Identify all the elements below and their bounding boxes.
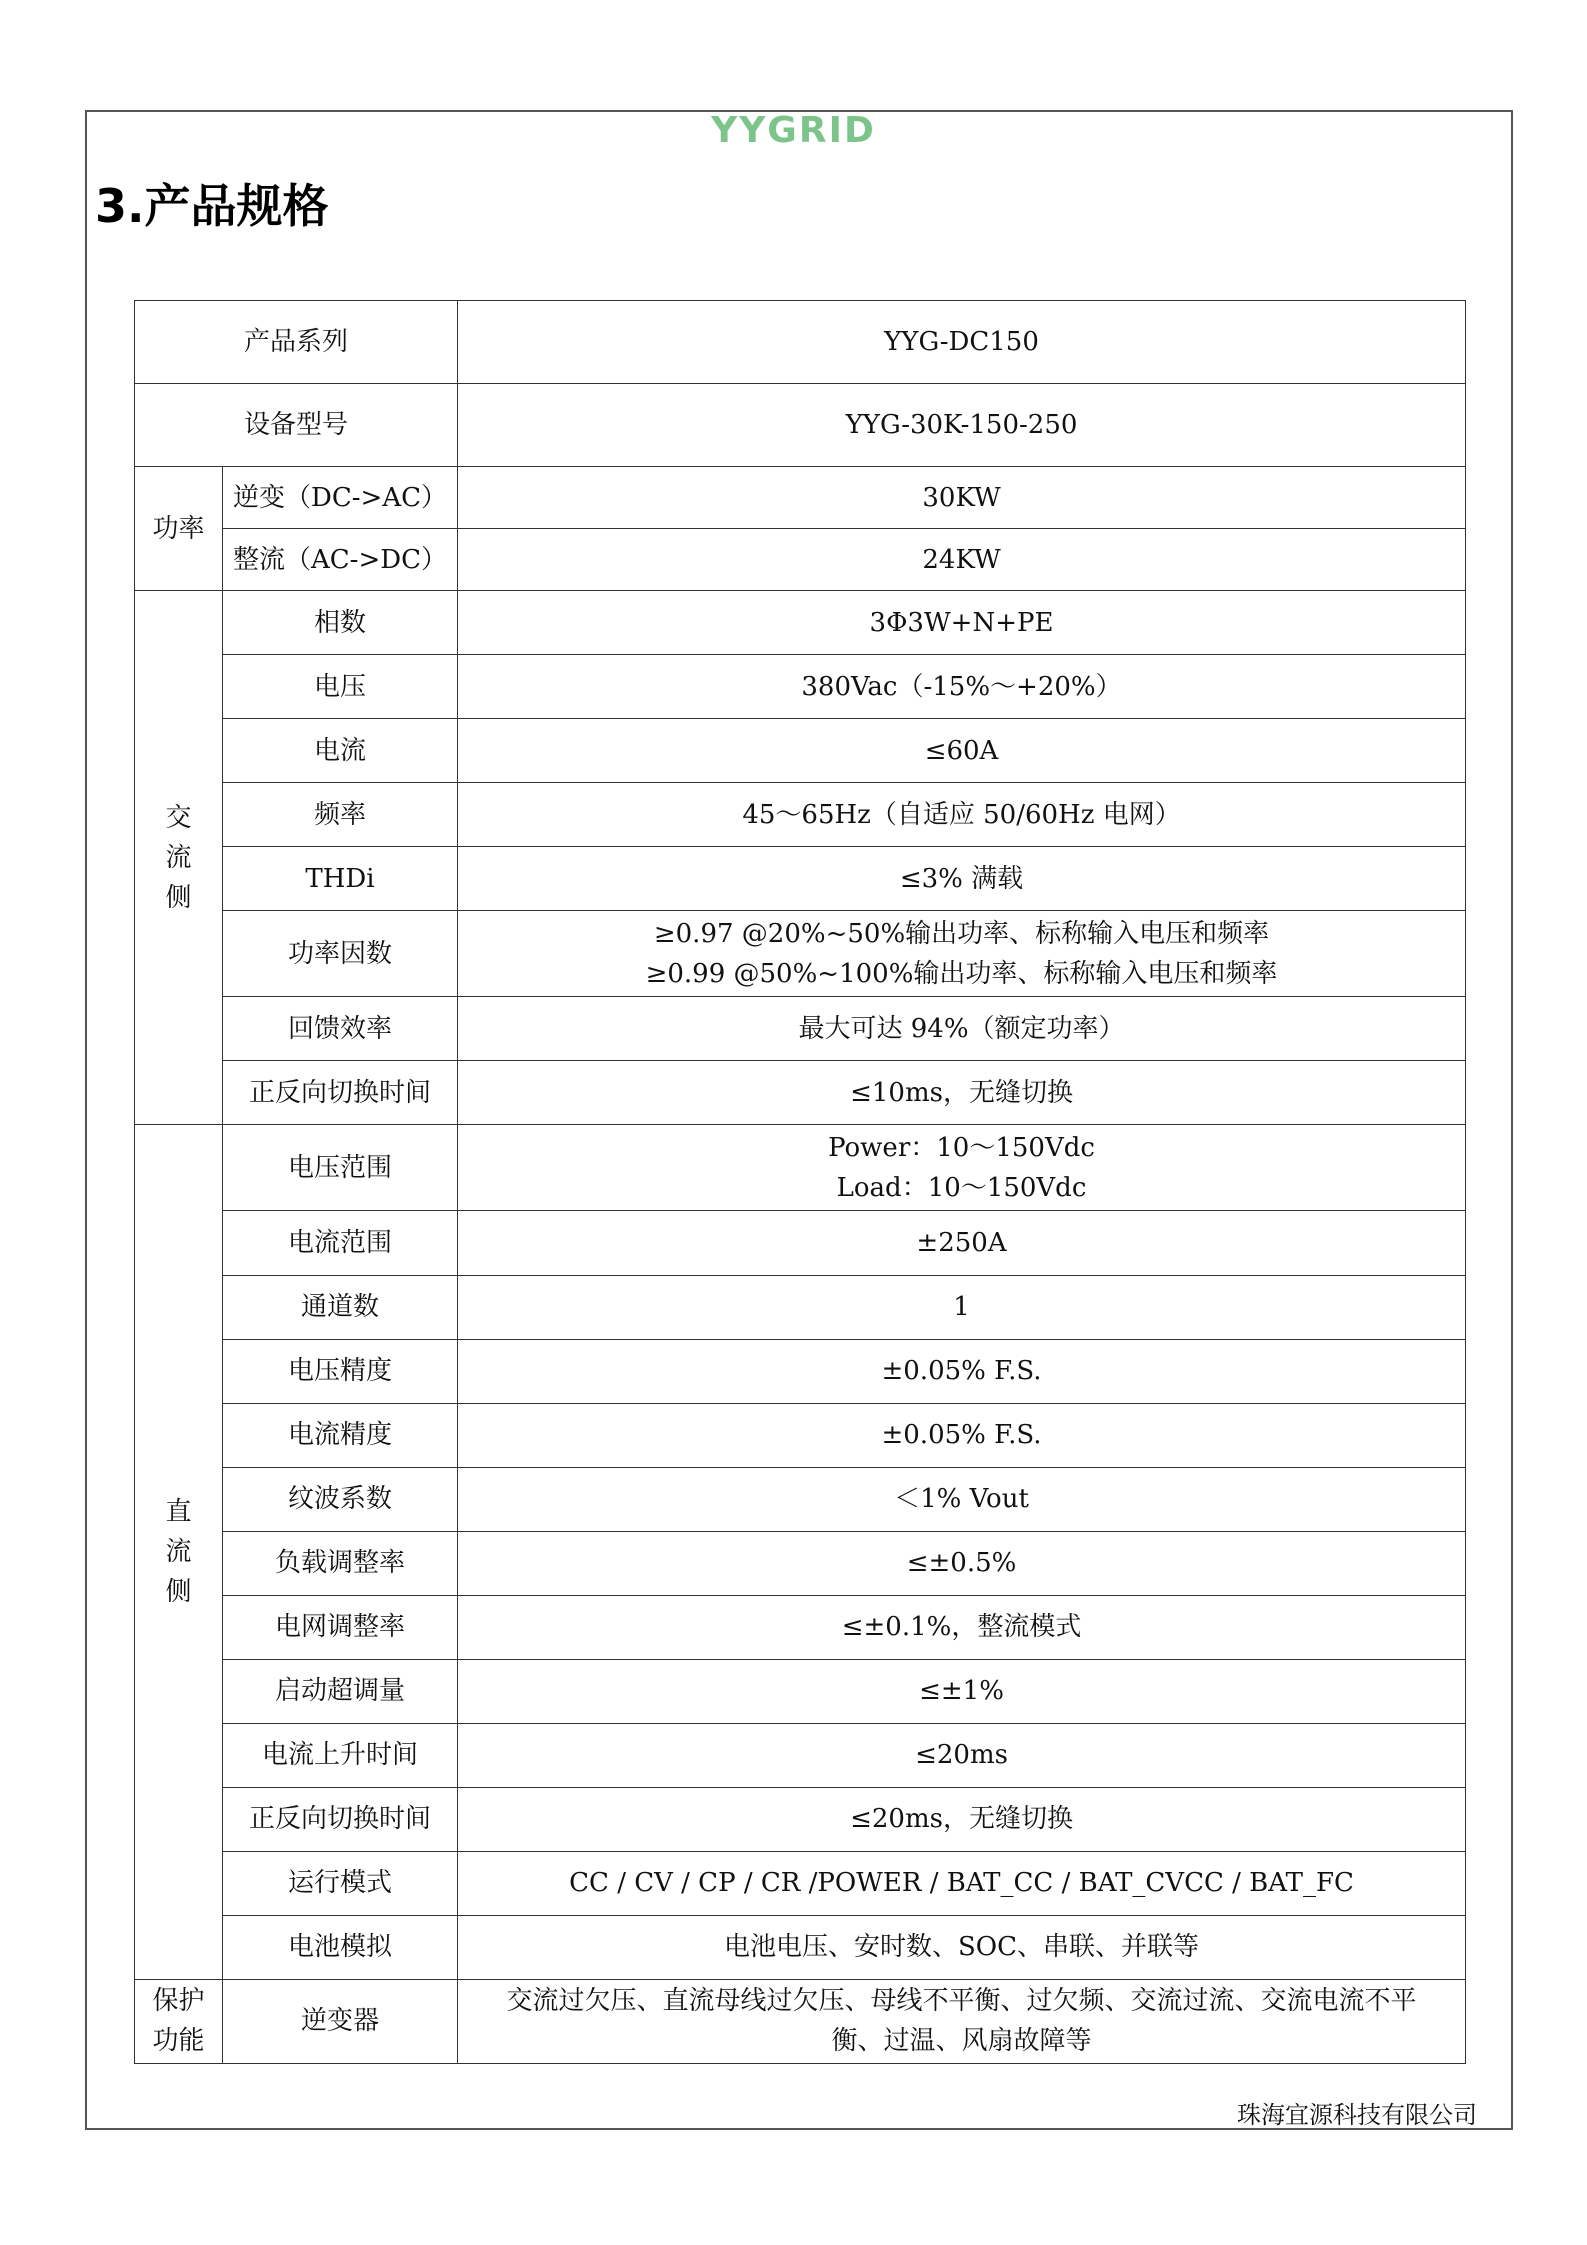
spec-label: 回馈效率	[223, 997, 458, 1061]
table-row	[135, 719, 1466, 783]
spec-value: 交流过欠压、直流母线过欠压、母线不平衡、过欠频、交流过流、交流电流不平 衡、过温、风扇故障等	[458, 1979, 1466, 2063]
spec-label: 正反向切换时间	[223, 1061, 458, 1125]
spec-value: ±250A	[458, 1211, 1466, 1275]
table-row	[135, 655, 1466, 719]
group-label-protection: 保护 功能	[135, 1979, 223, 2063]
spec-label: 电网调整率	[223, 1595, 458, 1659]
spec-value: YYG-DC150	[458, 301, 1466, 384]
spec-label: 逆变器	[223, 1979, 458, 2063]
company-logo: YYGRID	[711, 110, 876, 151]
spec-label: 产品系列	[135, 301, 458, 384]
spec-value: ＜1% Vout	[458, 1467, 1466, 1531]
group-label-power: 功率	[135, 467, 223, 591]
spec-label: 整流（AC->DC）	[223, 529, 458, 591]
section-title: 3.产品规格	[95, 179, 329, 233]
spec-value: 3Φ3W+N+PE	[458, 591, 1466, 655]
spec-table	[134, 300, 1466, 2064]
table-row	[135, 1787, 1466, 1851]
spec-label: 电流	[223, 719, 458, 783]
table-row	[135, 1125, 1466, 1211]
table-row	[135, 1467, 1466, 1531]
spec-label: 电流精度	[223, 1403, 458, 1467]
table-row	[135, 1595, 1466, 1659]
table-row	[135, 1915, 1466, 1979]
spec-value: ≤20ms	[458, 1723, 1466, 1787]
table-row	[135, 783, 1466, 847]
spec-label: 电流范围	[223, 1211, 458, 1275]
spec-value: 最大可达 94%（额定功率）	[458, 997, 1466, 1061]
table-row	[135, 301, 1466, 384]
spec-value: ≤20ms，无缝切换	[458, 1787, 1466, 1851]
spec-label: 正反向切换时间	[223, 1787, 458, 1851]
spec-value: ±0.05% F.S.	[458, 1339, 1466, 1403]
group-label-dc: 直 流 侧	[135, 1125, 223, 1979]
spec-label: 频率	[223, 783, 458, 847]
spec-value: ≤±0.1%，整流模式	[458, 1595, 1466, 1659]
group-label-ac: 交 流 侧	[135, 591, 223, 1125]
table-row	[135, 591, 1466, 655]
spec-label: 运行模式	[223, 1851, 458, 1915]
table-row	[135, 1531, 1466, 1595]
table-row	[135, 529, 1466, 591]
table-row	[135, 847, 1466, 911]
spec-value: YYG-30K-150-250	[458, 384, 1466, 467]
spec-value: ≤±1%	[458, 1659, 1466, 1723]
spec-label: 纹波系数	[223, 1467, 458, 1531]
spec-value: 30KW	[458, 467, 1466, 529]
table-row	[135, 1723, 1466, 1787]
spec-value: 1	[458, 1275, 1466, 1339]
table-row	[135, 911, 1466, 997]
spec-value: 45～65Hz（自适应 50/60Hz 电网）	[458, 783, 1466, 847]
spec-value: CC / CV / CP / CR /POWER / BAT_CC / BAT_CVCC / BAT_FC	[458, 1851, 1466, 1915]
footer-company: 珠海宜源科技有限公司	[1237, 2101, 1477, 2129]
table-row	[135, 1211, 1466, 1275]
table-row	[135, 1275, 1466, 1339]
table-row	[135, 384, 1466, 467]
spec-value: ≤10ms，无缝切换	[458, 1061, 1466, 1125]
table-row	[135, 1979, 1466, 2063]
table-row	[135, 467, 1466, 529]
spec-label: 逆变（DC->AC）	[223, 467, 458, 529]
table-row	[135, 1061, 1466, 1125]
spec-value: 电池电压、安时数、SOC、串联、并联等	[458, 1915, 1466, 1979]
table-row	[135, 1339, 1466, 1403]
table-row	[135, 997, 1466, 1061]
spec-label: 电池模拟	[223, 1915, 458, 1979]
spec-label: 电压精度	[223, 1339, 458, 1403]
spec-value: 380Vac（-15%～+20%）	[458, 655, 1466, 719]
spec-value: ≤60A	[458, 719, 1466, 783]
spec-label: THDi	[223, 847, 458, 911]
table-row	[135, 1851, 1466, 1915]
spec-value: Power：10～150Vdc Load：10～150Vdc	[458, 1125, 1466, 1211]
spec-label: 功率因数	[223, 911, 458, 997]
spec-value: ±0.05% F.S.	[458, 1403, 1466, 1467]
table-row	[135, 1659, 1466, 1723]
spec-label: 电流上升时间	[223, 1723, 458, 1787]
spec-label: 电压范围	[223, 1125, 458, 1211]
spec-label: 电压	[223, 655, 458, 719]
spec-label: 设备型号	[135, 384, 458, 467]
spec-value: ≥0.97 @20%~50%输出功率、标称输入电压和频率 ≥0.99 @50%~100%输出功率、标称输入电压和频率	[458, 911, 1466, 997]
spec-label: 启动超调量	[223, 1659, 458, 1723]
spec-value: 24KW	[458, 529, 1466, 591]
spec-value: ≤±0.5%	[458, 1531, 1466, 1595]
spec-label: 相数	[223, 591, 458, 655]
spec-label: 负载调整率	[223, 1531, 458, 1595]
spec-label: 通道数	[223, 1275, 458, 1339]
spec-value: ≤3% 满载	[458, 847, 1466, 911]
table-row	[135, 1403, 1466, 1467]
